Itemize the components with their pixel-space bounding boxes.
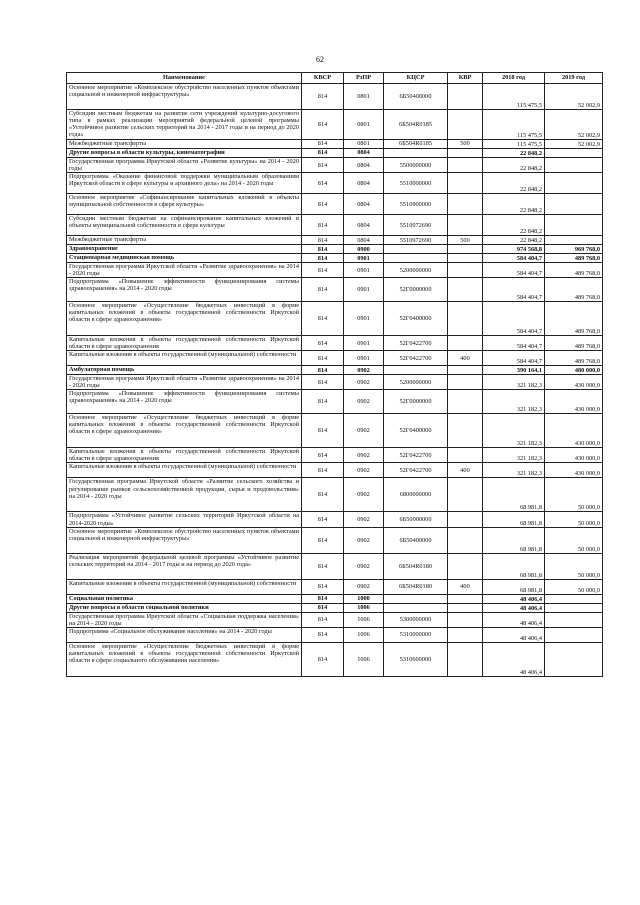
cell-kvr bbox=[448, 448, 483, 463]
cell-name: Государственная программа Иркутской области «Развитие здравоохранения» на 2014 - 2020 годы bbox=[67, 263, 302, 278]
table-row bbox=[67, 194, 603, 215]
cell-name: Основное мероприятие «Осуществление бюджетных инвестиций в форме капитальных вложений в объекты государственной собственности Иркутской области в сфере здравоохранения» bbox=[67, 302, 302, 336]
cell-kvsr: 814 bbox=[302, 512, 344, 527]
table-row bbox=[67, 236, 603, 245]
table-row bbox=[67, 527, 603, 553]
cell-kvr bbox=[448, 366, 483, 375]
cell-name: Реализация мероприятий федеральной целевой программы «Устойчивое развитие сельских территорий на 2014 - 2017 годы и на период до 2020 года» bbox=[67, 553, 302, 579]
cell-kvsr: 814 bbox=[302, 173, 344, 194]
cell-kvr bbox=[448, 149, 483, 158]
cell-kvr bbox=[448, 110, 483, 140]
cell-2018: 321 182,3 bbox=[483, 375, 545, 390]
cell-2018: 321 182,3 bbox=[483, 414, 545, 448]
cell-kvr bbox=[448, 215, 483, 236]
cell-kvr: 400 bbox=[448, 463, 483, 478]
cell-rzpr: 0902 bbox=[344, 448, 384, 463]
table-row bbox=[67, 579, 603, 594]
cell-name: Основное мероприятие «Комплексное обустройство населенных пунктов объектами социальной и инженерной инфраструктуры» bbox=[67, 84, 302, 110]
cell-name: Социальная политика bbox=[67, 594, 302, 603]
header-2019: 2019 год bbox=[545, 73, 603, 84]
cell-kcsr: 52Г0000000 bbox=[384, 278, 448, 302]
cell-rzpr: 0901 bbox=[344, 254, 384, 263]
cell-kcsr: 5510972690 bbox=[384, 236, 448, 245]
cell-kvr bbox=[448, 603, 483, 612]
cell-kcsr: 5510900000 bbox=[384, 194, 448, 215]
cell-kvr bbox=[448, 553, 483, 579]
cell-kvr bbox=[448, 173, 483, 194]
cell-kvsr: 814 bbox=[302, 351, 344, 366]
header-kcsr: КЦСР bbox=[384, 73, 448, 84]
table-row bbox=[67, 612, 603, 627]
cell-kvr bbox=[448, 414, 483, 448]
table-row bbox=[67, 140, 603, 149]
cell-rzpr: 0801 bbox=[344, 140, 384, 149]
cell-name: Межбюджетные трансферты bbox=[67, 236, 302, 245]
cell-2018: 584 404,7 bbox=[483, 336, 545, 351]
cell-kcsr: 52Г0422700 bbox=[384, 336, 448, 351]
cell-rzpr: 0902 bbox=[344, 478, 384, 512]
table-row bbox=[67, 278, 603, 302]
cell-rzpr: 0902 bbox=[344, 366, 384, 375]
cell-name: Другие вопросы в области социальной политики bbox=[67, 603, 302, 612]
cell-name: Подпрограмма «Повышение эффективности функционирования системы здравоохранения» на 2014 - 2020 годы bbox=[67, 390, 302, 414]
cell-kcsr: 6Б504R0185 bbox=[384, 110, 448, 140]
cell-kvr bbox=[448, 84, 483, 110]
cell-rzpr: 1006 bbox=[344, 612, 384, 627]
table-row bbox=[67, 642, 603, 676]
cell-rzpr: 1006 bbox=[344, 642, 384, 676]
cell-name: Стационарная медицинская помощь bbox=[67, 254, 302, 263]
table-row bbox=[67, 263, 603, 278]
cell-2019: 52 002,9 bbox=[545, 84, 603, 110]
cell-name: Основное мероприятие «Осуществление бюджетных инвестиций в форме капитальных вложений в объекты государственной собственности Иркутской области в сфере социального обслуживания населения» bbox=[67, 642, 302, 676]
cell-2018: 115 475,5 bbox=[483, 140, 545, 149]
cell-kvr bbox=[448, 527, 483, 553]
cell-name: Здравоохранение bbox=[67, 245, 302, 254]
cell-2018: 321 182,3 bbox=[483, 448, 545, 463]
table-row bbox=[67, 512, 603, 527]
cell-kvsr: 814 bbox=[302, 478, 344, 512]
cell-2019: 489 768,0 bbox=[545, 278, 603, 302]
cell-kcsr bbox=[384, 245, 448, 254]
header-2018: 2018 год bbox=[483, 73, 545, 84]
cell-kcsr: 5500000000 bbox=[384, 158, 448, 173]
cell-kvsr: 814 bbox=[302, 527, 344, 553]
cell-kvsr: 814 bbox=[302, 158, 344, 173]
cell-2018: 584 404,7 bbox=[483, 254, 545, 263]
cell-kcsr: 52Г0422700 bbox=[384, 463, 448, 478]
header-kvr: КВР bbox=[448, 73, 483, 84]
table-row bbox=[67, 463, 603, 478]
cell-kvr bbox=[448, 478, 483, 512]
cell-2019 bbox=[545, 603, 603, 612]
page-number: 62 bbox=[316, 55, 324, 64]
cell-kvsr: 814 bbox=[302, 140, 344, 149]
table-row bbox=[67, 245, 603, 254]
cell-2019: 50 000,0 bbox=[545, 527, 603, 553]
cell-2018: 321 182,3 bbox=[483, 390, 545, 414]
cell-rzpr: 0804 bbox=[344, 158, 384, 173]
cell-rzpr: 0900 bbox=[344, 245, 384, 254]
cell-kvsr: 814 bbox=[302, 263, 344, 278]
cell-2019: 430 000,0 bbox=[545, 375, 603, 390]
table-row bbox=[67, 390, 603, 414]
cell-2019 bbox=[545, 612, 603, 627]
cell-name: Другие вопросы в области культуры, кинематографии bbox=[67, 149, 302, 158]
cell-kvsr: 814 bbox=[302, 463, 344, 478]
cell-2018: 584 404,7 bbox=[483, 302, 545, 336]
cell-2019: 430 000,0 bbox=[545, 390, 603, 414]
cell-kvsr: 814 bbox=[302, 84, 344, 110]
header-name: Наименование bbox=[67, 73, 302, 84]
cell-rzpr: 0901 bbox=[344, 302, 384, 336]
cell-rzpr: 0902 bbox=[344, 390, 384, 414]
cell-kvr bbox=[448, 158, 483, 173]
cell-2019: 52 002,9 bbox=[545, 110, 603, 140]
cell-kvsr: 814 bbox=[302, 375, 344, 390]
cell-kvsr: 814 bbox=[302, 302, 344, 336]
cell-rzpr: 0801 bbox=[344, 110, 384, 140]
cell-name: Подпрограмма «Социальное обслуживание населения» на 2014 - 2020 годы bbox=[67, 627, 302, 642]
cell-2019: 489 768,0 bbox=[545, 302, 603, 336]
cell-name: Основное мероприятие «Комплексное обустройство населенных пунктов объектами социальной и инженерной инфраструктуры» bbox=[67, 527, 302, 553]
cell-2018: 321 182,3 bbox=[483, 463, 545, 478]
cell-name: Государственная программа Иркутской области «Социальная поддержка населения» на 2014 - 2020 годы bbox=[67, 612, 302, 627]
table-row bbox=[67, 414, 603, 448]
cell-2019: 430 000,0 bbox=[545, 414, 603, 448]
cell-2019: 969 768,0 bbox=[545, 245, 603, 254]
cell-2019: 489 768,0 bbox=[545, 351, 603, 366]
cell-name: Государственная программа Иркутской области «Развитие сельского хозяйства и регулирование рынков сельскохозяйственной продукции, сырья и продовольствия» на 2014 - 2020 годы bbox=[67, 478, 302, 512]
table-row bbox=[67, 173, 603, 194]
cell-kvr bbox=[448, 375, 483, 390]
cell-kcsr bbox=[384, 149, 448, 158]
cell-kvr: 400 bbox=[448, 579, 483, 594]
cell-2018: 68 981,8 bbox=[483, 553, 545, 579]
cell-rzpr: 0901 bbox=[344, 336, 384, 351]
cell-2018: 390 164,1 bbox=[483, 366, 545, 375]
cell-kvsr: 814 bbox=[302, 149, 344, 158]
cell-name: Субсидии местным бюджетам на софинансирование капитальных вложений в объекты муниципальной собственности в сфере культуры bbox=[67, 215, 302, 236]
cell-rzpr: 0804 bbox=[344, 149, 384, 158]
cell-name: Подпрограмма «Повышение эффективности функционирования системы здравоохранения» на 2014 - 2020 годы bbox=[67, 278, 302, 302]
cell-kvr bbox=[448, 263, 483, 278]
cell-2019: 430 000,0 bbox=[545, 463, 603, 478]
cell-2019 bbox=[545, 158, 603, 173]
cell-2018: 22 848,2 bbox=[483, 158, 545, 173]
cell-kcsr: 52Г0400000 bbox=[384, 414, 448, 448]
cell-rzpr: 1000 bbox=[344, 594, 384, 603]
cell-kvsr: 814 bbox=[302, 414, 344, 448]
cell-kcsr: 5510972690 bbox=[384, 215, 448, 236]
cell-kvsr: 814 bbox=[302, 627, 344, 642]
cell-2019: 489 768,0 bbox=[545, 254, 603, 263]
cell-2018: 115 475,5 bbox=[483, 110, 545, 140]
cell-kcsr: 5310000000 bbox=[384, 627, 448, 642]
cell-2019 bbox=[545, 194, 603, 215]
cell-2018: 68 981,8 bbox=[483, 512, 545, 527]
table-body bbox=[67, 84, 603, 677]
cell-2018: 48 406,4 bbox=[483, 603, 545, 612]
cell-kvr bbox=[448, 336, 483, 351]
cell-2018: 22 848,2 bbox=[483, 173, 545, 194]
cell-2019: 52 002,9 bbox=[545, 140, 603, 149]
cell-rzpr: 1006 bbox=[344, 627, 384, 642]
cell-rzpr: 0804 bbox=[344, 194, 384, 215]
header-kvsr: КВСР bbox=[302, 73, 344, 84]
cell-2019: 430 000,0 bbox=[545, 448, 603, 463]
cell-2019: 50 000,0 bbox=[545, 478, 603, 512]
cell-2018: 48 406,4 bbox=[483, 642, 545, 676]
table-row bbox=[67, 149, 603, 158]
cell-kvr bbox=[448, 642, 483, 676]
cell-kvsr: 814 bbox=[302, 448, 344, 463]
cell-kcsr bbox=[384, 254, 448, 263]
cell-2018: 68 981,8 bbox=[483, 527, 545, 553]
cell-kvsr: 814 bbox=[302, 236, 344, 245]
cell-2018: 22 848,2 bbox=[483, 149, 545, 158]
cell-2018: 48 406,4 bbox=[483, 627, 545, 642]
cell-kcsr: 6Б50400000 bbox=[384, 84, 448, 110]
cell-kcsr: 6800000000 bbox=[384, 478, 448, 512]
cell-name: Капитальные вложения в объекты государственной (муниципальной) собственности bbox=[67, 351, 302, 366]
cell-2019 bbox=[545, 173, 603, 194]
cell-2019: 50 000,0 bbox=[545, 553, 603, 579]
cell-kvr bbox=[448, 302, 483, 336]
cell-kvr bbox=[448, 278, 483, 302]
table-row bbox=[67, 84, 603, 110]
cell-kvr bbox=[448, 390, 483, 414]
cell-2018: 584 404,7 bbox=[483, 278, 545, 302]
cell-rzpr: 0901 bbox=[344, 278, 384, 302]
table-row bbox=[67, 375, 603, 390]
cell-2018: 584 404,7 bbox=[483, 263, 545, 278]
cell-rzpr: 1006 bbox=[344, 603, 384, 612]
table-row bbox=[67, 302, 603, 336]
cell-name: Основное мероприятие «Софинансирование капитальных вложений в объекты муниципальной собственности в сфере культуры» bbox=[67, 194, 302, 215]
cell-2019 bbox=[545, 594, 603, 603]
cell-kcsr: 5310600000 bbox=[384, 642, 448, 676]
cell-2018: 22 848,2 bbox=[483, 194, 545, 215]
cell-kcsr: 52Г0422700 bbox=[384, 448, 448, 463]
cell-2019 bbox=[545, 149, 603, 158]
cell-kcsr: 6Б50400000 bbox=[384, 527, 448, 553]
cell-2019 bbox=[545, 215, 603, 236]
cell-rzpr: 0801 bbox=[344, 84, 384, 110]
cell-kvsr: 814 bbox=[302, 245, 344, 254]
table-row bbox=[67, 553, 603, 579]
cell-rzpr: 0804 bbox=[344, 215, 384, 236]
cell-kvr bbox=[448, 245, 483, 254]
budget-table bbox=[66, 72, 603, 677]
cell-rzpr: 0901 bbox=[344, 263, 384, 278]
table-row bbox=[67, 254, 603, 263]
cell-kvsr: 814 bbox=[302, 110, 344, 140]
cell-name: Государственная программа Иркутской области «Развитие культуры» на 2014 - 2020 годы bbox=[67, 158, 302, 173]
cell-name: Капитальные вложения в объекты государственной (муниципальной) собственности bbox=[67, 463, 302, 478]
table-row bbox=[67, 351, 603, 366]
cell-rzpr: 0901 bbox=[344, 351, 384, 366]
table-row bbox=[67, 158, 603, 173]
cell-kcsr bbox=[384, 603, 448, 612]
cell-name: Капитальные вложения в объекты государственной (муниципальной) собственности bbox=[67, 579, 302, 594]
table-row bbox=[67, 627, 603, 642]
cell-kvr: 500 bbox=[448, 140, 483, 149]
cell-2019 bbox=[545, 642, 603, 676]
cell-kvsr: 814 bbox=[302, 336, 344, 351]
table-row bbox=[67, 336, 603, 351]
table-row bbox=[67, 478, 603, 512]
cell-rzpr: 0902 bbox=[344, 375, 384, 390]
cell-2018: 22 848,2 bbox=[483, 215, 545, 236]
cell-name: Амбулаторная помощь bbox=[67, 366, 302, 375]
table-row bbox=[67, 603, 603, 612]
cell-kvr bbox=[448, 194, 483, 215]
cell-name: Капитальные вложения в объекты государственной собственности Иркутской области в сфере здравоохранения bbox=[67, 448, 302, 463]
cell-2018: 22 848,2 bbox=[483, 236, 545, 245]
table-row bbox=[67, 366, 603, 375]
cell-kcsr: 6Б50000000 bbox=[384, 512, 448, 527]
cell-kcsr: 5200000000 bbox=[384, 375, 448, 390]
table-header-row bbox=[67, 73, 603, 84]
table-row bbox=[67, 448, 603, 463]
cell-kcsr: 6Б504R0180 bbox=[384, 553, 448, 579]
cell-kvr bbox=[448, 594, 483, 603]
cell-kvsr: 814 bbox=[302, 642, 344, 676]
cell-kvsr: 814 bbox=[302, 215, 344, 236]
cell-name: Подпрограмма «Устойчивое развитие сельских территорий Иркутской области на 2014-2020 годы» bbox=[67, 512, 302, 527]
cell-name: Подпрограмма «Оказание финансовой поддержки муниципальным образованиям Иркутской области в сфере культуры и архивного дела» на 2014 - 2020 годы bbox=[67, 173, 302, 194]
cell-rzpr: 0902 bbox=[344, 463, 384, 478]
cell-rzpr: 0902 bbox=[344, 414, 384, 448]
cell-rzpr: 0804 bbox=[344, 173, 384, 194]
cell-kcsr: 52Г0000000 bbox=[384, 390, 448, 414]
cell-kvsr: 814 bbox=[302, 612, 344, 627]
cell-2019: 50 000,0 bbox=[545, 579, 603, 594]
cell-kvr: 400 bbox=[448, 351, 483, 366]
cell-kvsr: 814 bbox=[302, 366, 344, 375]
cell-kvsr: 814 bbox=[302, 278, 344, 302]
header-rzpr: РзПР bbox=[344, 73, 384, 84]
cell-2019: 489 768,0 bbox=[545, 263, 603, 278]
cell-kcsr: 52Г0422700 bbox=[384, 351, 448, 366]
cell-kvr: 500 bbox=[448, 236, 483, 245]
cell-kvr bbox=[448, 512, 483, 527]
cell-name: Субсидии местным бюджетам на развитие сети учреждений культурно-досугового типа в рамках реализации мероприятий федеральной целевой программы «Устойчивое развитие сельских территорий на 2014 - 2017 годы и на период до 2020 года» bbox=[67, 110, 302, 140]
cell-2019: 50 000,0 bbox=[545, 512, 603, 527]
cell-kcsr: 6Б504R0185 bbox=[384, 140, 448, 149]
table-row bbox=[67, 594, 603, 603]
cell-2018: 974 568,8 bbox=[483, 245, 545, 254]
cell-kvsr: 814 bbox=[302, 194, 344, 215]
cell-2019 bbox=[545, 236, 603, 245]
cell-rzpr: 0902 bbox=[344, 512, 384, 527]
cell-kvsr: 814 bbox=[302, 603, 344, 612]
cell-kvsr: 814 bbox=[302, 390, 344, 414]
cell-kcsr: 5200000000 bbox=[384, 263, 448, 278]
cell-kcsr: 5510000000 bbox=[384, 173, 448, 194]
cell-2019: 489 768,0 bbox=[545, 336, 603, 351]
cell-kcsr bbox=[384, 594, 448, 603]
cell-kvr bbox=[448, 627, 483, 642]
cell-2019: 480 000,0 bbox=[545, 366, 603, 375]
table-row bbox=[67, 215, 603, 236]
cell-2018: 48 406,4 bbox=[483, 612, 545, 627]
cell-name: Капитальные вложения в объекты государственной собственности Иркутской области в сфере здравоохранения bbox=[67, 336, 302, 351]
cell-name: Основное мероприятие «Осуществление бюджетных инвестиций в форме капитальных вложений в объекты государственной собственности Иркутской области в сфере здравоохранения» bbox=[67, 414, 302, 448]
cell-2019 bbox=[545, 627, 603, 642]
cell-kcsr: 52Г0400000 bbox=[384, 302, 448, 336]
cell-kcsr: 6Б504R0180 bbox=[384, 579, 448, 594]
cell-rzpr: 0902 bbox=[344, 527, 384, 553]
cell-rzpr: 0902 bbox=[344, 579, 384, 594]
cell-rzpr: 0804 bbox=[344, 236, 384, 245]
cell-2018: 115 475,5 bbox=[483, 84, 545, 110]
cell-2018: 48 406,4 bbox=[483, 594, 545, 603]
cell-kvsr: 814 bbox=[302, 553, 344, 579]
cell-name: Межбюджетные трансферты bbox=[67, 140, 302, 149]
cell-kcsr: 5300000000 bbox=[384, 612, 448, 627]
cell-kvsr: 814 bbox=[302, 579, 344, 594]
cell-kvsr: 814 bbox=[302, 254, 344, 263]
cell-2018: 68 981,8 bbox=[483, 478, 545, 512]
cell-kcsr bbox=[384, 366, 448, 375]
cell-2018: 584 404,7 bbox=[483, 351, 545, 366]
cell-2018: 68 981,8 bbox=[483, 579, 545, 594]
cell-kvr bbox=[448, 254, 483, 263]
cell-kvr bbox=[448, 612, 483, 627]
table-row bbox=[67, 110, 603, 140]
cell-name: Государственная программа Иркутской области «Развитие здравоохранения» на 2014 - 2020 годы bbox=[67, 375, 302, 390]
cell-rzpr: 0902 bbox=[344, 553, 384, 579]
cell-kvsr: 814 bbox=[302, 594, 344, 603]
